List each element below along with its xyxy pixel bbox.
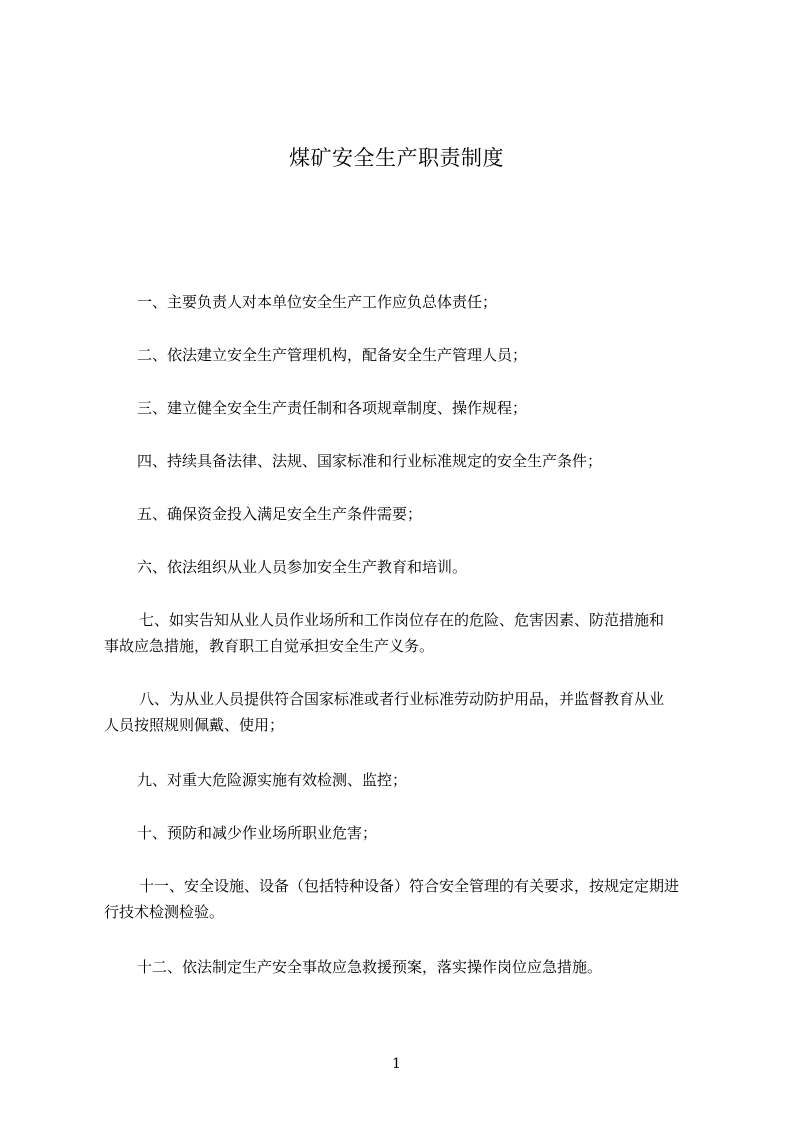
clause-5: 五、确保资金投入满足安全生产条件需要； [137,505,423,523]
clause-9: 九、对重大危险源实施有效检测、监控； [137,771,408,789]
clause-11-line-1: 十一、安全设施、设备（包括特种设备）符合安全管理的有关要求，按规定定期进 [139,877,680,895]
clause-12: 十二、依法制定生产安全事故应急救援预案，落实操作岗位应急措施。 [137,958,603,976]
clause-3: 三、建立健全安全生产责任制和各项规章制度、操作规程； [137,399,528,417]
clause-6: 六、依法组织从业人员参加安全生产教育和培训。 [137,558,468,576]
clause-8-line-1: 八、为从业人员提供符合国家标准或者行业标准劳动防护用品，并监督教育从业 [139,690,665,708]
clause-1: 一、主要负责人对本单位安全生产工作应负总体责任； [137,293,498,311]
clause-10: 十、预防和减少作业场所职业危害； [137,824,378,842]
clause-8-line-2: 人员按照规则佩戴、使用； [104,716,285,734]
clause-7-line-2: 事故应急措施，教育职工自觉承担安全生产义务。 [104,637,435,655]
clause-4: 四、持续具备法律、法规、国家标准和行业标准规定的安全生产条件； [137,452,603,470]
clause-11-line-2: 行技术检测检验。 [104,903,225,921]
document-title: 煤矿安全生产职责制度 [289,146,504,170]
clause-7-line-1: 七、如实告知从业人员作业场所和工作岗位存在的危险、危害因素、防范措施和 [139,611,665,629]
clause-2: 二、依法建立安全生产管理机构，配备安全生产管理人员； [137,346,528,364]
page-number: 1 [392,1056,401,1072]
